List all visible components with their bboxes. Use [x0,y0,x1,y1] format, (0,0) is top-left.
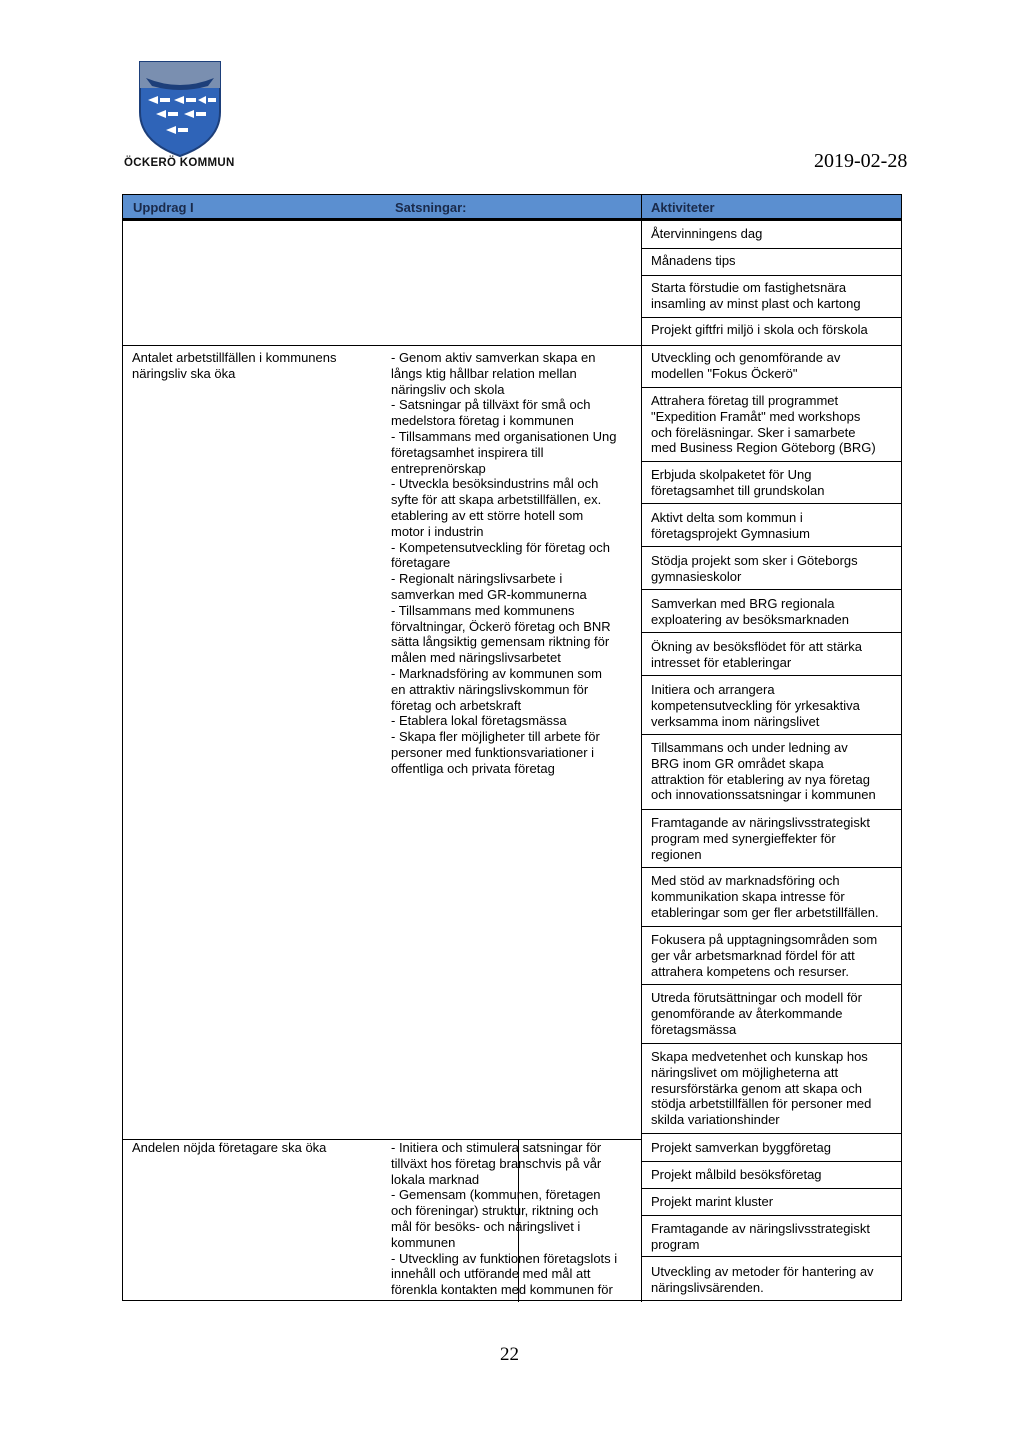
activity-cell: Aktivt delta som kommun i företagsprojekt Gymnasium [651,510,810,541]
table-header [123,195,901,221]
column-header-uppdrag: Uppdrag I [133,200,194,215]
cell-divider [641,387,901,388]
activity-cell: Framtagande av näringslivsstrategiskt program [651,1221,870,1252]
activity-cell: Återvinningens dag [651,226,763,241]
activity-cell: Månadens tips [651,253,736,268]
satsningar-cell: - Genom aktiv samverkan skapa en långs ktig hållbar relation mellan näringsliv och skola - Satsningar på tillväxt för små och medelstora företag i kommunen - Tillsammans med organisationen Ung företagsamhet inspirera till entreprenörskap - Utveckla besöksindustrins mål och syfte för att skapa arbetstillfällen, ex. etablering av ett större hotell som motor i industrin - Kompetensutveckling för företag och företagare - Regionalt näringslivsarbete i samverkan med GR-kommunerna - Tillsammans med kommunens förvaltningar, Öckerö företag och BNR sätta långsiktig gemensam riktning för målen med näringslivsarbetet - Marknadsföring av kommunen som en attraktiv näringslivskommun för företag och arbetskraft - Etablera lokal företagsmässa - Skapa fler möjligheter till arbete för personer med funktionsvariationer i offentliga och privata företag [391,350,617,776]
municipality-coat-of-arms-icon [138,60,222,163]
cell-divider [641,503,901,504]
cell-divider [641,1043,901,1044]
activity-cell: Projekt giftfri miljö i skola och förskola [651,322,868,337]
cell-divider [641,1215,901,1216]
activity-cell: Utveckling av metoder för hantering av näringslivsärenden. [651,1264,874,1295]
satsningar-cell: - Initiera och stimulera satsningar för tillväxt hos företag branschvis på vår lokala marknad - Gemensam (kommunen, företagen och föreningar) struktur, riktning och mål för besöks- och näringslivet i kommunen - Utveckling av funktionen företagslots i innehåll och utförande med mål att förenkla kontakten med kommunen för [391,1140,618,1298]
activity-cell: Utveckling och genomförande av modellen "Fokus Öckerö" [651,350,841,381]
cell-divider [641,1188,901,1189]
row-divider [123,345,641,346]
cell-divider [641,809,901,810]
cell-divider [641,734,901,735]
activity-cell: Projekt målbild besöksföretag [651,1167,822,1182]
cell-divider [641,546,901,547]
cell-divider [641,926,901,927]
cell-divider [641,675,901,676]
activity-cell: Ökning av besöksflödet för att stärka intresset för etableringar [651,639,862,670]
cell-divider [641,1133,901,1134]
activity-cell: Projekt marint kluster [651,1194,774,1209]
column-divider [641,195,642,1302]
activity-cell: Stödja projekt som sker i Göteborgs gymnasieskolor [651,553,858,584]
cell-divider [641,248,901,249]
activity-cell: Tillsammans och under ledning av BRG inom GR området skapa attraktion för etablering av nya företag och innovationssatsningar i kommunen [651,740,876,803]
page-number: 22 [500,1344,519,1365]
activity-cell: Framtagande av näringslivsstrategiskt program med synergieffekter för regionen [651,815,870,862]
cell-divider [641,589,901,590]
cell-divider [641,345,901,346]
cell-divider [641,1256,901,1257]
activity-cell: Projekt samverkan byggföretag [651,1140,831,1155]
cell-divider [641,1161,901,1162]
activity-cell: Initiera och arrangera kompetensutveckling för yrkesaktiva verksamma inom näringslivet [651,682,860,729]
cell-divider [641,632,901,633]
activity-cell: Utreda förutsättningar och modell för genomförande av återkommande företagsmässa [651,990,862,1037]
uppdrag-cell: Andelen nöjda företagare ska öka [132,1140,327,1155]
activity-cell: Skapa medvetenhet och kunskap hos näringslivet om möjligheterna att resursförstärka genom att skapa och stödja arbetstillfällen för personer med skilda variationshinder [651,1049,872,1128]
document-date: 2019-02-28 [814,150,908,172]
column-header-satsningar: Satsningar: [395,200,467,215]
activity-cell: Starta förstudie om fastighetsnära insamling av minst plast och kartong [651,280,861,311]
activity-cell: Erbjuda skolpaketet för Ung företagsamhet till grundskolan [651,467,825,498]
cell-divider [641,317,901,318]
activity-cell: Attrahera företag till programmet "Expedition Framåt" med workshops och föreläsningar. Sker i samarbete med Business Region Göteborg (BRG) [651,393,876,456]
organization-name: ÖCKERÖ KOMMUN [124,157,235,169]
uppdrag-cell: Antalet arbetstillfällen i kommunens näringsliv ska öka [132,350,337,381]
activity-cell: Samverkan med BRG regionala exploatering av besöksmarknaden [651,596,850,627]
column-header-aktiviteter: Aktiviteter [651,200,715,215]
activity-cell: Med stöd av marknadsföring och kommunikation skapa intresse för etableringar som ger fler arbetstillfällen. [651,873,879,920]
cell-divider [641,867,901,868]
cell-divider [641,461,901,462]
cell-divider [641,984,901,985]
cell-divider [641,275,901,276]
activity-cell: Fokusera på upptagningsområden som ger vår arbetsmarknad fördel för att attrahera kompetens och resurser. [651,932,878,979]
